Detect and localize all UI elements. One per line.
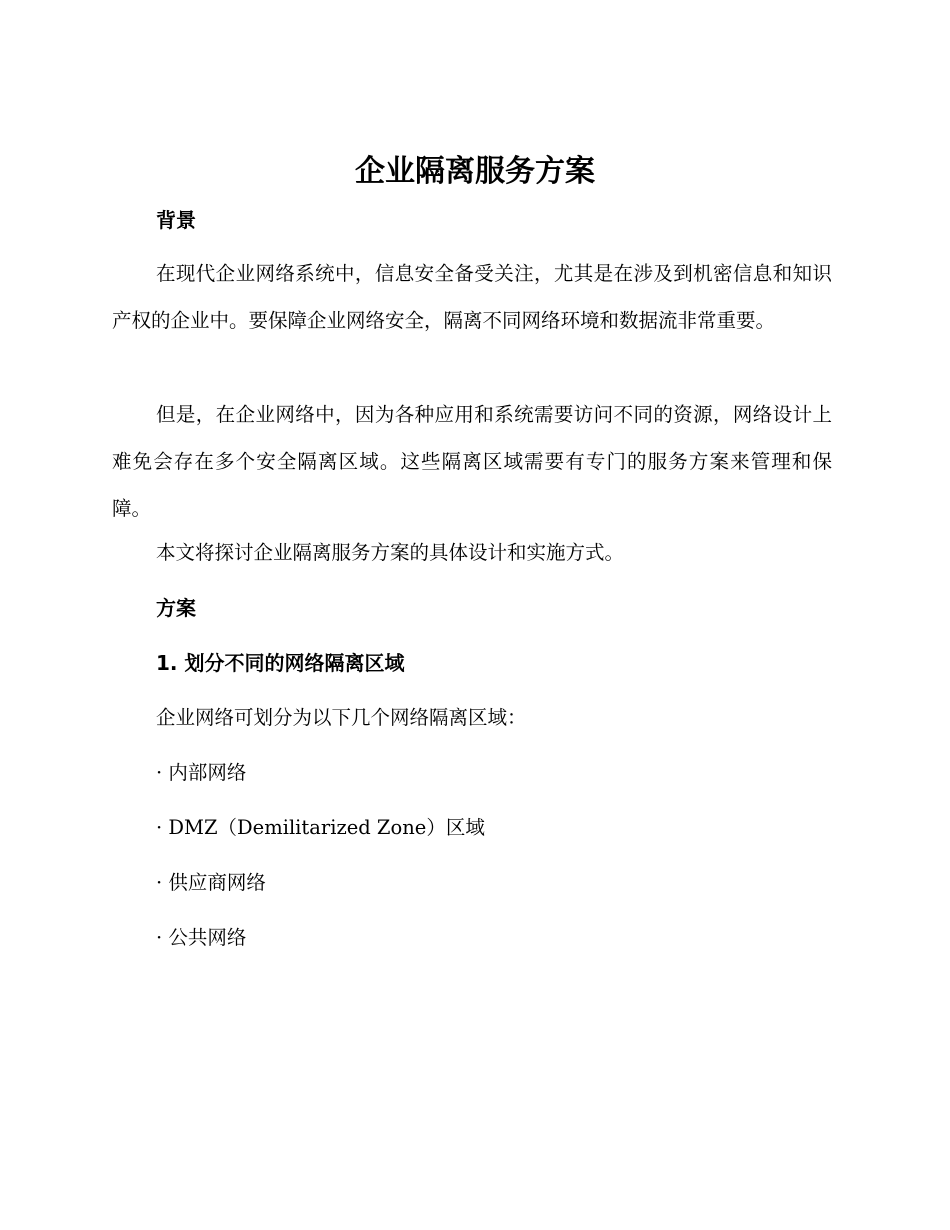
paragraph-zones-intro: 企业网络可划分为以下几个网络隔离区域： bbox=[156, 706, 527, 729]
list-item-supplier-network: · 供应商网络 bbox=[156, 871, 266, 894]
subheading-network-zones: 1. 划分不同的网络隔离区域 bbox=[156, 651, 405, 675]
list-item-public-network: · 公共网络 bbox=[156, 926, 247, 949]
paragraph-background-1: 在现代企业网络系统中，信息安全备受关注，尤其是在涉及到机密信息和知识产权的企业中。要保障企业网络安全，隔离不同网络环境和数据流非常重要。 bbox=[112, 262, 832, 332]
list-item-internal-network: · 内部网络 bbox=[156, 761, 247, 784]
document-title: 企业隔离服务方案 bbox=[355, 154, 595, 189]
paragraph-background-3: 本文将探讨企业隔离服务方案的具体设计和实施方式。 bbox=[156, 541, 625, 564]
paragraph-background-2: 但是，在企业网络中，因为各种应用和系统需要访问不同的资源，网络设计上难免会存在多个安全隔离区域。这些隔离区域需要有专门的服务方案来管理和保障。 bbox=[112, 403, 832, 520]
list-item-dmz: · DMZ（Demilitarized Zone）区域 bbox=[156, 816, 485, 839]
section-heading-background: 背景 bbox=[156, 208, 196, 232]
section-heading-solution: 方案 bbox=[156, 596, 196, 620]
